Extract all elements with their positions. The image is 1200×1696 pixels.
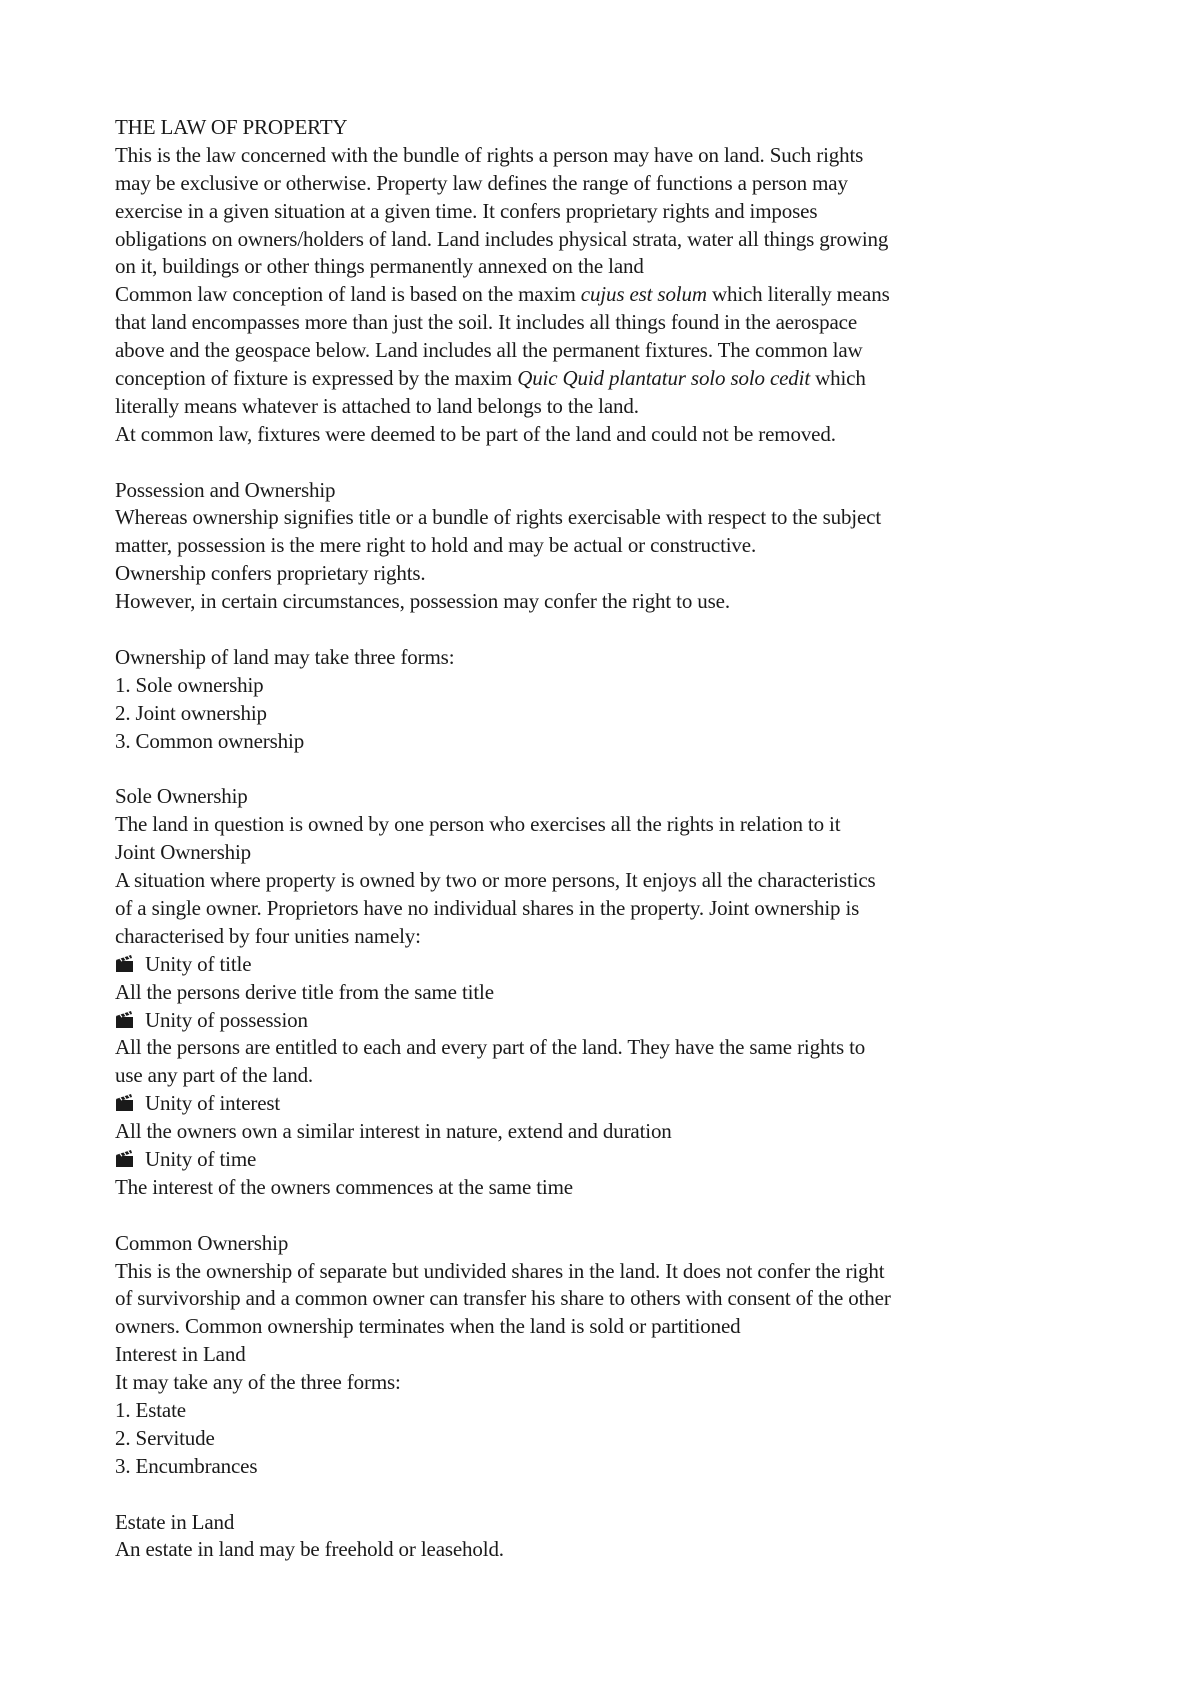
paragraph-line: of a single owner. Proprietors have no individual shares in the property. Joint ownership is [115,895,860,920]
intro-line: on it, buildings or other things permanently annexed on the land [115,254,644,279]
paragraph-line: The interest of the owners commences at the same time [115,1174,573,1199]
intro-line: exercise in a given situation at a given time. It confers proprietary rights and imposes [115,198,818,223]
section-heading: Interest in Land [115,1342,246,1367]
common-law-line: At common law, fixtures were deemed to be part of the land and could not be removed. [115,421,836,446]
list-item: 2. Servitude [115,1425,215,1450]
paragraph-line: All the persons derive title from the same title [115,979,494,1004]
list-item: 3. Common ownership [115,728,305,753]
clapperboard-icon [115,1007,145,1035]
paragraph-line: All the owners own a similar interest in nature, extend and duration [115,1119,672,1144]
paragraph-line: of survivorship and a common owner can transfer his share to others with consent of the other [115,1286,891,1311]
unity-label: Unity of title [145,951,252,976]
unity-label: Unity of time [145,1146,257,1171]
list-item: 1. Sole ownership [115,672,264,697]
paragraph-line: Whereas ownership signifies title or a bundle of rights exercisable with respect to the subject [115,505,882,530]
paragraph-line: It may take any of the three forms: [115,1370,401,1395]
paragraph-line: All the persons are entitled to each and every part of the land. They have the same rights to [115,1035,866,1060]
section-heading: Possession and Ownership [115,477,336,502]
paragraph-line: An estate in land may be freehold or leasehold. [115,1537,504,1562]
bullet-item [115,1007,1100,1035]
section-heading: Sole Ownership [115,784,248,809]
spacer [115,1202,1100,1230]
paragraph-line: matter, possession is the mere right to hold and may be actual or constructive. [115,533,757,558]
spacer [115,1481,1100,1509]
common-law-line: that land encompasses more than just the soil. It includes all things found in the aerospace [115,310,858,335]
text-run: Common law conception of land is based on the maxim [115,282,581,307]
text-run: which literally means [706,282,890,307]
section-heading: Joint Ownership [115,840,251,865]
intro-line: This is the law concerned with the bundle of rights a person may have on land. Such rights [115,142,864,167]
list-item: 1. Estate [115,1397,186,1422]
spacer [115,616,1100,644]
forms-intro: Ownership of land may take three forms: [115,644,455,669]
paragraph-line: A situation where property is owned by two or more persons, It enjoys all the characteristics [115,868,876,893]
clapperboard-icon [115,1146,145,1174]
latin-maxim: Quic Quid plantatur solo solo cedit [517,366,811,391]
section-heading: Estate in Land [115,1509,235,1534]
document-title: THE LAW OF PROPERTY [115,115,348,139]
paragraph-line: This is the ownership of separate but undivided shares in the land. It does not confer the right [115,1258,885,1283]
bullet-item [115,1146,1100,1174]
list-item: 3. Encumbrances [115,1453,258,1478]
text-run: which [810,366,866,391]
intro-line: may be exclusive or otherwise. Property law defines the range of functions a person may [115,170,848,195]
unity-label: Unity of interest [145,1091,281,1116]
paragraph-line: However, in certain circumstances, possession may confer the right to use. [115,589,730,614]
spacer [115,755,1100,783]
bullet-item [115,1090,1100,1118]
list-item: 2. Joint ownership [115,700,267,725]
clapperboard-icon [115,951,145,979]
paragraph-line: The land in question is owned by one person who exercises all the rights in relation to it [115,812,841,837]
unity-label: Unity of possession [145,1007,308,1032]
latin-maxim: cujus est solum [580,282,707,307]
paragraph-line: Ownership confers proprietary rights. [115,561,426,586]
intro-line: obligations on owners/holders of land. Land includes physical strata, water all things growing [115,226,889,251]
common-law-line: above and the geospace below. Land includes all the permanent fixtures. The common law [115,338,863,363]
paragraph-line: characterised by four unities namely: [115,923,421,948]
bullet-item [115,951,1100,979]
common-law-line: literally means whatever is attached to land belongs to the land. [115,393,639,418]
paragraph-line: use any part of the land. [115,1063,314,1088]
section-heading: Common Ownership [115,1230,289,1255]
text-run: conception of fixture is expressed by the maxim [115,366,518,391]
common-law-line [115,281,1100,309]
paragraph-line: owners. Common ownership terminates when the land is sold or partitioned [115,1314,741,1339]
common-law-line [115,365,1100,393]
spacer [115,449,1100,477]
clapperboard-icon [115,1090,145,1118]
